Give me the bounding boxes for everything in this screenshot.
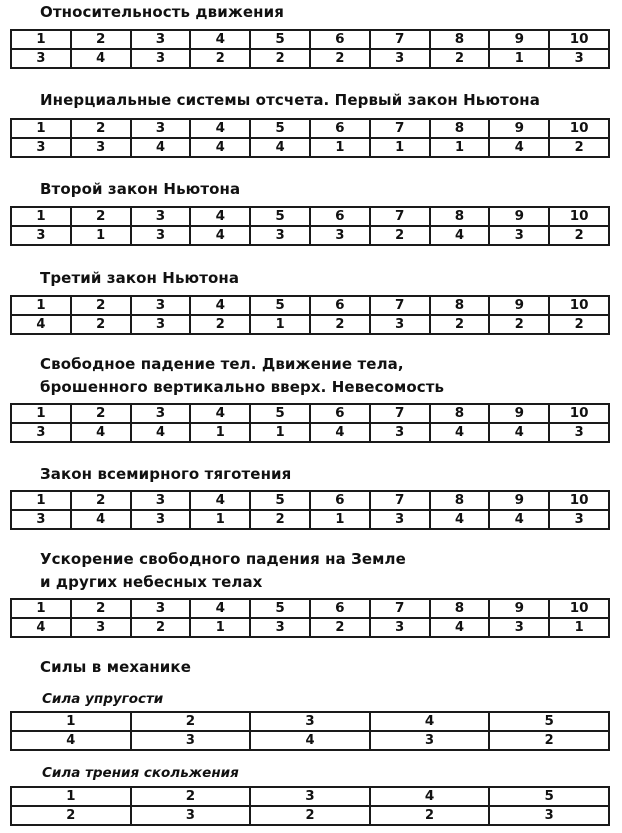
answer-cell: 3 [250,226,310,245]
answer-cell: 4 [11,315,71,334]
answer-cell: 3 [370,510,430,529]
answer-cell: 4 [11,731,131,750]
question-number-cell: 2 [71,119,131,138]
answer-cell: 3 [489,806,609,825]
question-number-cell: 10 [549,207,609,226]
question-number-cell: 2 [71,207,131,226]
question-number-cell: 2 [131,787,251,806]
question-numbers-row [11,712,609,731]
answer-cell: 1 [250,315,310,334]
question-number-cell: 7 [370,119,430,138]
section-title-second-law: Второй закон Ньютона [40,180,241,198]
question-number-cell: 5 [250,207,310,226]
question-number-cell: 2 [71,491,131,510]
question-number-cell: 6 [310,404,370,423]
question-number-cell: 3 [131,119,191,138]
question-number-cell: 8 [430,491,490,510]
question-number-cell: 7 [370,599,430,618]
answer-table-friction [10,786,610,826]
answer-cell: 1 [310,510,370,529]
answer-cell: 4 [71,49,131,68]
question-numbers-row [11,30,609,49]
answer-cell: 1 [370,138,430,157]
question-numbers-row [11,404,609,423]
answers-row [11,315,609,334]
question-number-cell: 2 [71,404,131,423]
answer-cell: 1 [489,49,549,68]
question-number-cell: 3 [131,491,191,510]
subsection-title-elasticity: Сила упругости [42,691,164,707]
question-number-cell: 7 [370,296,430,315]
answer-cell: 3 [489,226,549,245]
question-number-cell: 5 [250,599,310,618]
answer-cell: 4 [190,138,250,157]
question-number-cell: 1 [11,30,71,49]
question-number-cell: 10 [549,296,609,315]
answer-cell: 1 [71,226,131,245]
answer-cell: 3 [370,731,490,750]
answer-table-acceleration [10,598,610,638]
question-number-cell: 4 [370,712,490,731]
answer-cell: 2 [190,49,250,68]
answer-cell: 4 [71,423,131,442]
answer-cell: 2 [71,315,131,334]
question-number-cell: 1 [11,296,71,315]
answer-cell: 4 [190,226,250,245]
answer-table-free-fall [10,403,610,443]
question-number-cell: 3 [131,30,191,49]
question-number-cell: 4 [190,296,250,315]
answer-cell: 3 [131,731,251,750]
answer-cell: 2 [489,731,609,750]
answer-cell: 4 [250,731,370,750]
section-title-third-law: Третий закон Ньютона [40,269,240,287]
answer-cell: 2 [430,315,490,334]
question-number-cell: 8 [430,207,490,226]
answer-cell: 2 [250,49,310,68]
question-number-cell: 6 [310,207,370,226]
answer-cell: 4 [430,510,490,529]
question-number-cell: 3 [131,404,191,423]
question-number-cell: 3 [131,207,191,226]
answer-cell: 3 [549,49,609,68]
answer-cell: 2 [430,49,490,68]
answer-cell: 2 [310,618,370,637]
answer-cell: 3 [489,618,549,637]
answer-cell: 1 [250,423,310,442]
answer-cell: 4 [430,226,490,245]
question-number-cell: 3 [131,599,191,618]
question-number-cell: 8 [430,30,490,49]
question-number-cell: 1 [11,599,71,618]
answer-cell: 2 [190,315,250,334]
question-numbers-row [11,296,609,315]
answer-cell: 2 [11,806,131,825]
answer-cell: 3 [71,138,131,157]
question-numbers-row [11,787,609,806]
answer-cell: 3 [131,315,191,334]
question-number-cell: 6 [310,296,370,315]
answers-row [11,226,609,245]
question-number-cell: 9 [489,491,549,510]
answer-cell: 3 [131,510,191,529]
answers-row [11,49,609,68]
question-number-cell: 2 [131,712,251,731]
question-number-cell: 6 [310,119,370,138]
answer-cell: 4 [11,618,71,637]
section-title-inertial-frames: Инерциальные системы отсчета. Первый закон Ньютона [40,91,540,109]
answer-cell: 2 [370,806,490,825]
section-title-free-fall-line1: Свободное падение тел. Движение тела, [40,355,404,373]
question-number-cell: 5 [250,296,310,315]
question-number-cell: 9 [489,404,549,423]
subsection-title-friction: Сила трения скольжения [42,765,239,781]
answer-cell: 3 [549,510,609,529]
answer-cell: 2 [549,315,609,334]
answer-cell: 3 [131,49,191,68]
answer-cell: 4 [430,423,490,442]
answer-cell: 2 [131,618,191,637]
answer-cell: 1 [310,138,370,157]
question-numbers-row [11,599,609,618]
question-number-cell: 1 [11,712,131,731]
answer-cell: 2 [310,315,370,334]
question-number-cell: 10 [549,491,609,510]
answer-cell: 3 [310,226,370,245]
answer-table-gravitation [10,490,610,530]
question-number-cell: 5 [250,404,310,423]
question-numbers-row [11,491,609,510]
answers-row [11,510,609,529]
answer-cell: 1 [190,423,250,442]
answers-row [11,423,609,442]
question-number-cell: 2 [71,599,131,618]
answer-cell: 4 [71,510,131,529]
question-numbers-row [11,207,609,226]
question-number-cell: 4 [190,207,250,226]
answer-cell: 2 [250,806,370,825]
answer-cell: 1 [190,618,250,637]
question-number-cell: 7 [370,207,430,226]
question-number-cell: 4 [370,787,490,806]
question-number-cell: 10 [549,119,609,138]
answer-cell: 1 [430,138,490,157]
question-number-cell: 10 [549,404,609,423]
section-title-acceleration-line1: Ускорение свободного падения на Земле [40,550,406,568]
answer-cell: 2 [310,49,370,68]
question-number-cell: 4 [190,491,250,510]
answer-cell: 3 [11,226,71,245]
answer-cell: 4 [489,510,549,529]
answers-row [11,731,609,750]
question-number-cell: 1 [11,491,71,510]
answer-cell: 3 [370,423,430,442]
answer-cell: 3 [370,49,430,68]
answer-cell: 3 [11,423,71,442]
question-number-cell: 2 [71,30,131,49]
question-number-cell: 8 [430,404,490,423]
answer-cell: 1 [549,618,609,637]
question-number-cell: 6 [310,30,370,49]
question-number-cell: 1 [11,119,71,138]
question-number-cell: 8 [430,119,490,138]
answer-cell: 1 [190,510,250,529]
answers-row [11,138,609,157]
question-number-cell: 2 [71,296,131,315]
answers-row [11,806,609,825]
section-title-gravitation: Закон всемирного тяготения [40,465,292,483]
answer-cell: 3 [370,315,430,334]
section-title-free-fall-line2: брошенного вертикально вверх. Невесомость [40,378,445,396]
question-number-cell: 5 [489,787,609,806]
question-number-cell: 9 [489,296,549,315]
answer-cell: 3 [11,49,71,68]
question-number-cell: 8 [430,599,490,618]
answer-cell: 4 [250,138,310,157]
answer-cell: 3 [131,226,191,245]
answer-cell: 2 [250,510,310,529]
question-number-cell: 6 [310,491,370,510]
answer-cell: 4 [131,423,191,442]
answer-table-relativity [10,29,610,69]
question-number-cell: 5 [250,30,310,49]
answer-table-inertial-frames [10,118,610,158]
question-number-cell: 5 [250,491,310,510]
answers-row [11,618,609,637]
question-number-cell: 4 [190,30,250,49]
answer-cell: 3 [370,618,430,637]
question-number-cell: 9 [489,30,549,49]
question-number-cell: 4 [190,599,250,618]
answer-cell: 3 [71,618,131,637]
question-number-cell: 3 [250,712,370,731]
question-number-cell: 10 [549,599,609,618]
answer-cell: 4 [310,423,370,442]
answer-cell: 4 [430,618,490,637]
question-number-cell: 1 [11,207,71,226]
answer-table-second-law [10,206,610,246]
answer-cell: 2 [370,226,430,245]
answer-cell: 3 [11,510,71,529]
question-number-cell: 4 [190,119,250,138]
section-title-forces: Силы в механике [40,658,191,676]
answer-cell: 3 [250,618,310,637]
answer-cell: 4 [489,138,549,157]
answer-cell: 4 [489,423,549,442]
answer-cell: 2 [549,138,609,157]
answer-cell: 3 [131,806,251,825]
question-number-cell: 8 [430,296,490,315]
answer-cell: 3 [549,423,609,442]
section-title-acceleration-line2: и других небесных телах [40,573,263,591]
question-number-cell: 9 [489,599,549,618]
question-number-cell: 6 [310,599,370,618]
question-number-cell: 9 [489,207,549,226]
question-number-cell: 3 [250,787,370,806]
question-number-cell: 9 [489,119,549,138]
question-number-cell: 5 [489,712,609,731]
question-number-cell: 7 [370,30,430,49]
question-number-cell: 7 [370,491,430,510]
question-numbers-row [11,119,609,138]
question-number-cell: 4 [190,404,250,423]
answer-cell: 4 [131,138,191,157]
section-title-relativity: Относительность движения [40,3,284,21]
question-number-cell: 10 [549,30,609,49]
answer-table-elasticity [10,711,610,751]
answer-table-third-law [10,295,610,335]
question-number-cell: 1 [11,404,71,423]
question-number-cell: 3 [131,296,191,315]
answer-cell: 3 [11,138,71,157]
question-number-cell: 5 [250,119,310,138]
question-number-cell: 1 [11,787,131,806]
question-number-cell: 7 [370,404,430,423]
answer-cell: 2 [549,226,609,245]
answer-cell: 2 [489,315,549,334]
